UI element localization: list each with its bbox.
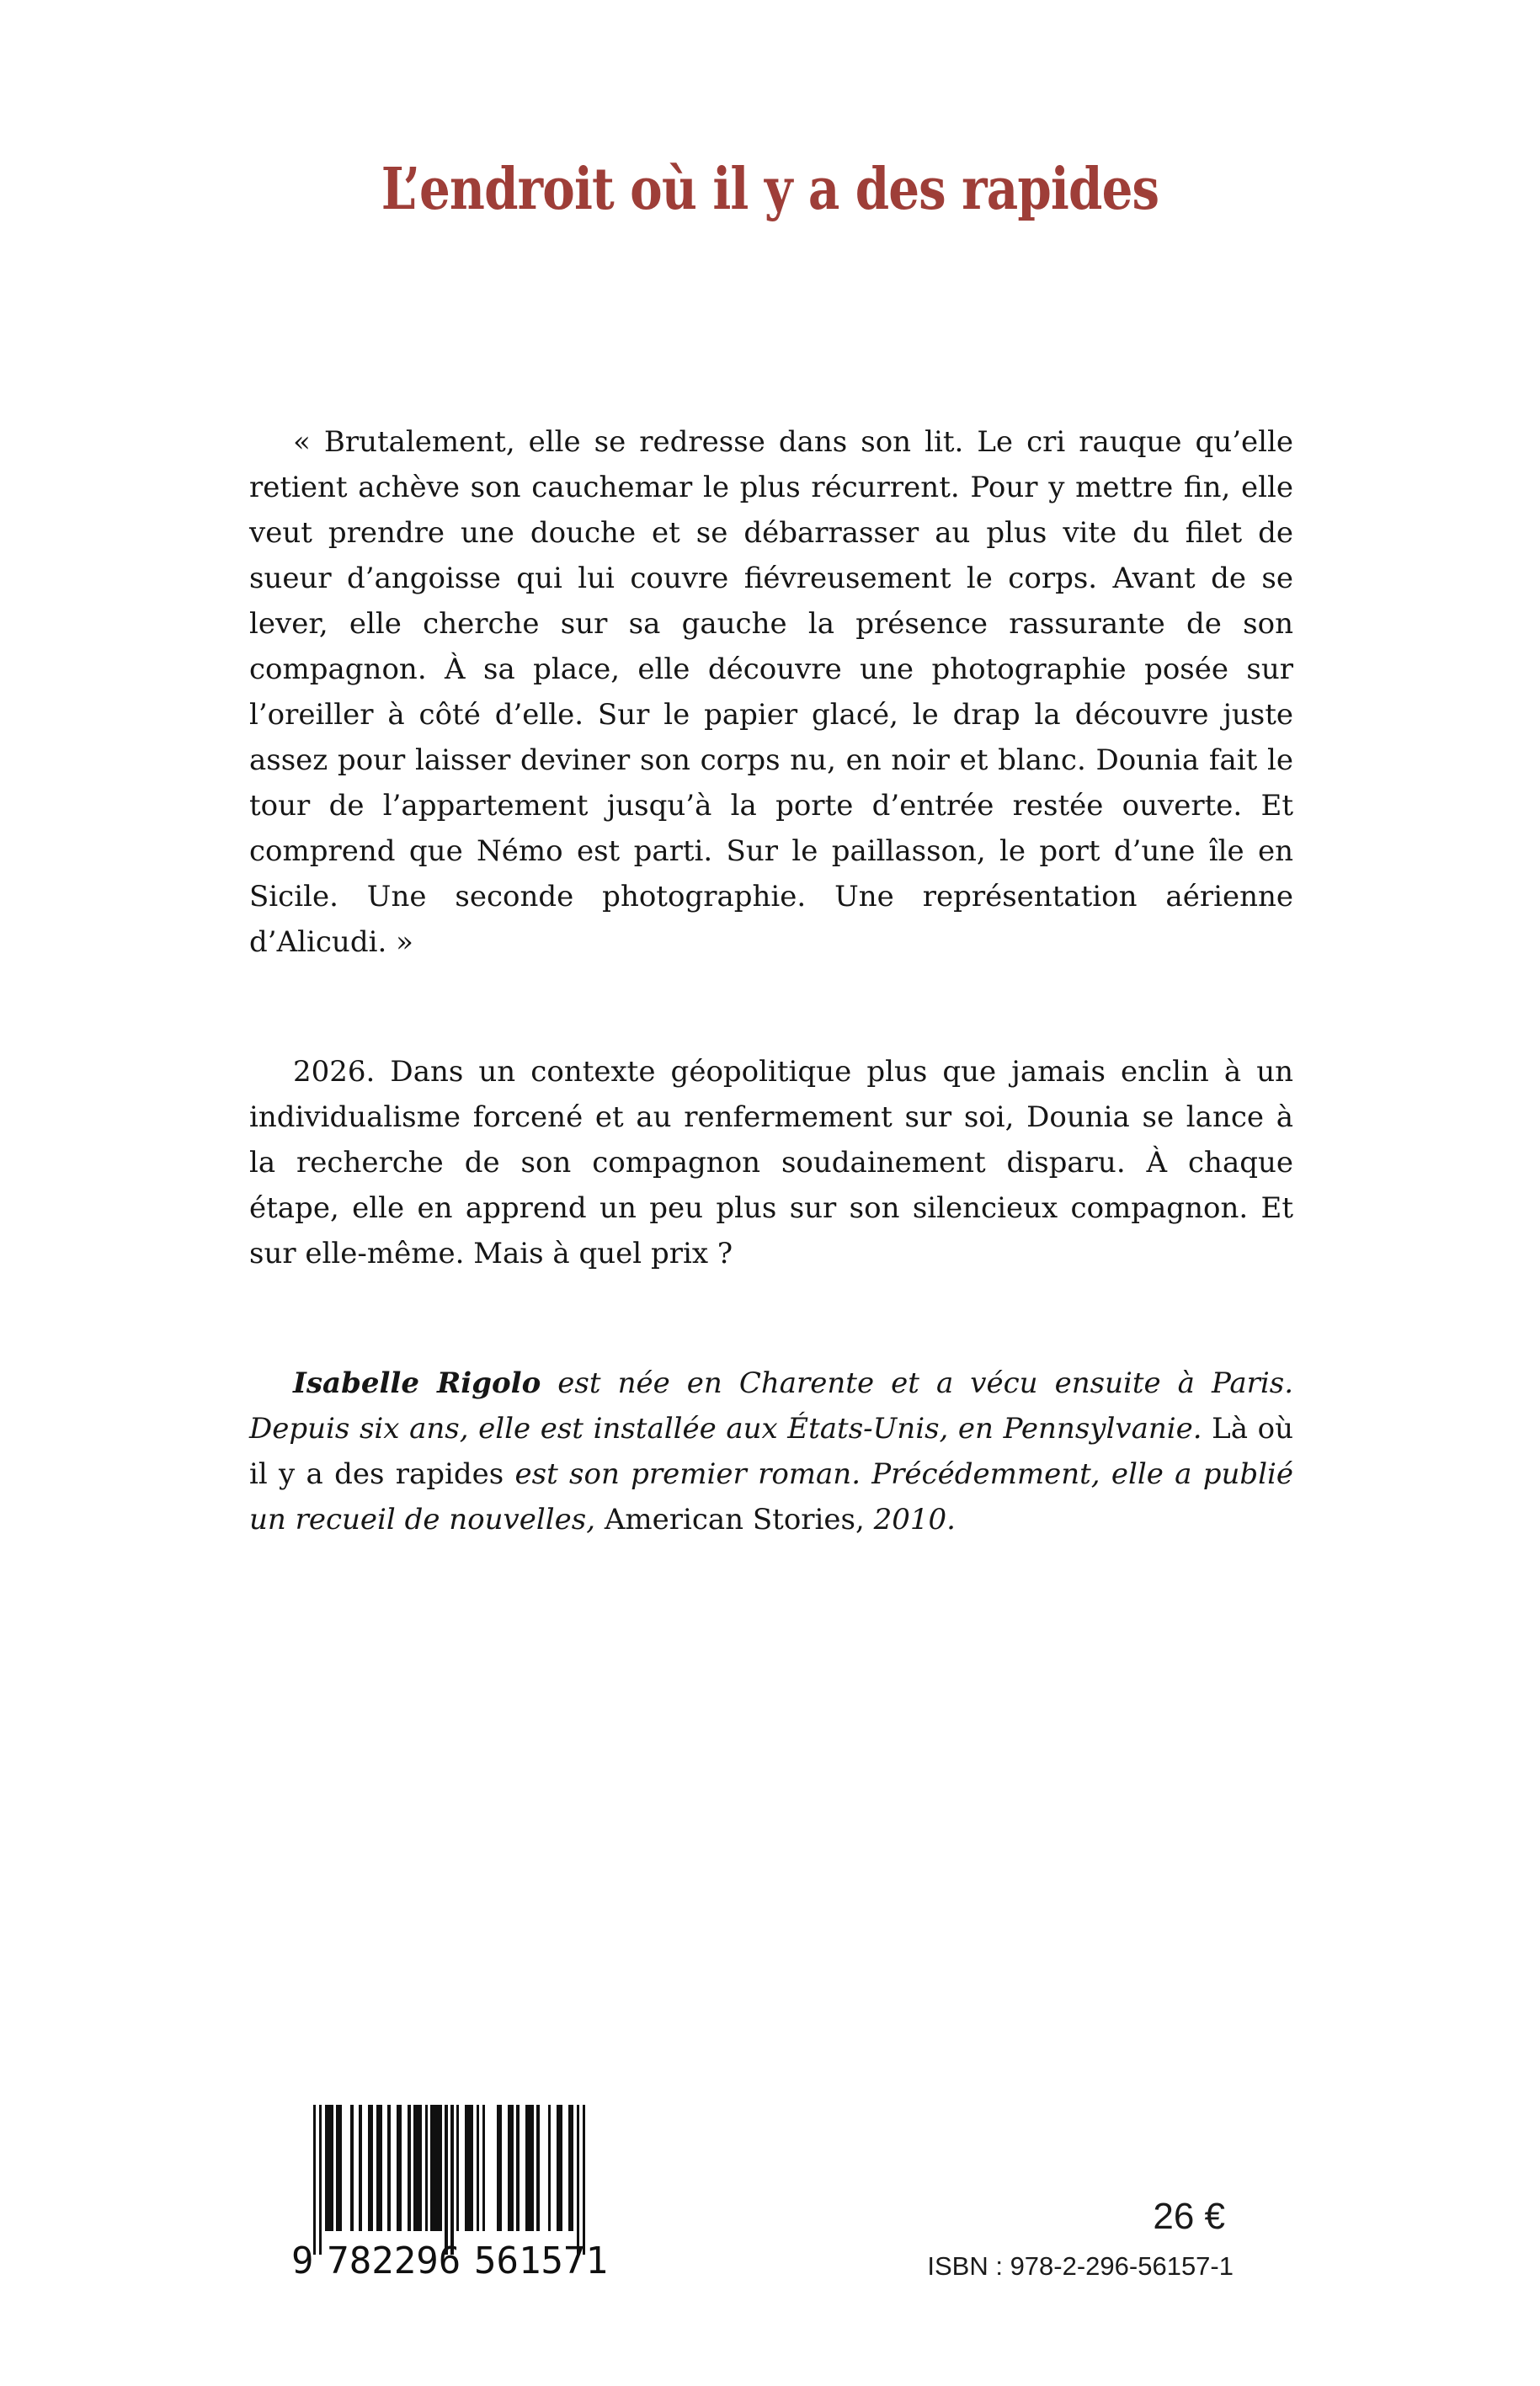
- book-title-reference: Là où il y a des rapides: [249, 1412, 1293, 1491]
- bio-text-2: est son premier roman. Précédemment, elle a publié un recueil de nouvelles,: [249, 1457, 1293, 1537]
- synopsis-paragraph-1: « Brutalement, elle se redresse dans son lit. Le cri rauque qu’elle retient achève son cauchemar le plus récurrent. Pour y mettre fin, elle veut prendre une douche et se débarrasser au plus vite du filet de sueur d’angoisse qui lui couvre fiévreusement le corps. Avant de se lever, elle cherche sur sa gauche la présence rassurante de son compagnon. À sa place, elle découvre une photographie posée sur l’oreiller à côté d’elle. Sur le papier glacé, le drap la découvre juste assez pour laisser deviner son corps nu, en noir et blanc. Dounia fait le tour de l’appartement jusqu’à la porte d’entrée restée ouverte. Et comprend que Némo est parti. Sur le paillasson, le port d’une île en Sicile. Une seconde photographie. Une représentation aérienne d’Alicudi. »: [249, 425, 1293, 959]
- bio-text-3: 2010.: [864, 1503, 956, 1537]
- barcode-number: [291, 2240, 608, 2282]
- author-name: Isabelle Rigolo: [293, 1366, 541, 1400]
- synopsis: [249, 419, 1293, 1627]
- barcode-digit-group: 561571: [474, 2240, 608, 2282]
- synopsis-paragraph-2: 2026. Dans un contexte géopolitique plus que jamais enclin à un individualisme forcené et au renfermement sur soi, Dounia se lance à la recherche de son compagnon soudainement disparu. À chaque étape, elle en apprend un peu plus sur son silencieux compagnon. Et sur elle-même. Mais à quel prix ?: [249, 1055, 1293, 1270]
- barcode: [291, 2105, 608, 2298]
- previous-work-title: American Stories,: [604, 1503, 865, 1537]
- book-title: L’endroit où il y a des rapides: [381, 156, 1159, 223]
- barcode-digit-group: 9: [291, 2240, 314, 2282]
- barcode-digit-group: 782296: [327, 2240, 461, 2282]
- pricing-block: [927, 2196, 1234, 2282]
- bio-text-1: est née en Charente et a vécu ensuite à Paris. Depuis six ans, elle est installée aux États-Unis, en Pennsylvanie.: [249, 1366, 1294, 1446]
- isbn: ISBN : 978-2-296-56157-1: [927, 2251, 1234, 2281]
- author-bio: [249, 1361, 1293, 1542]
- price: 26 €: [1153, 2196, 1225, 2237]
